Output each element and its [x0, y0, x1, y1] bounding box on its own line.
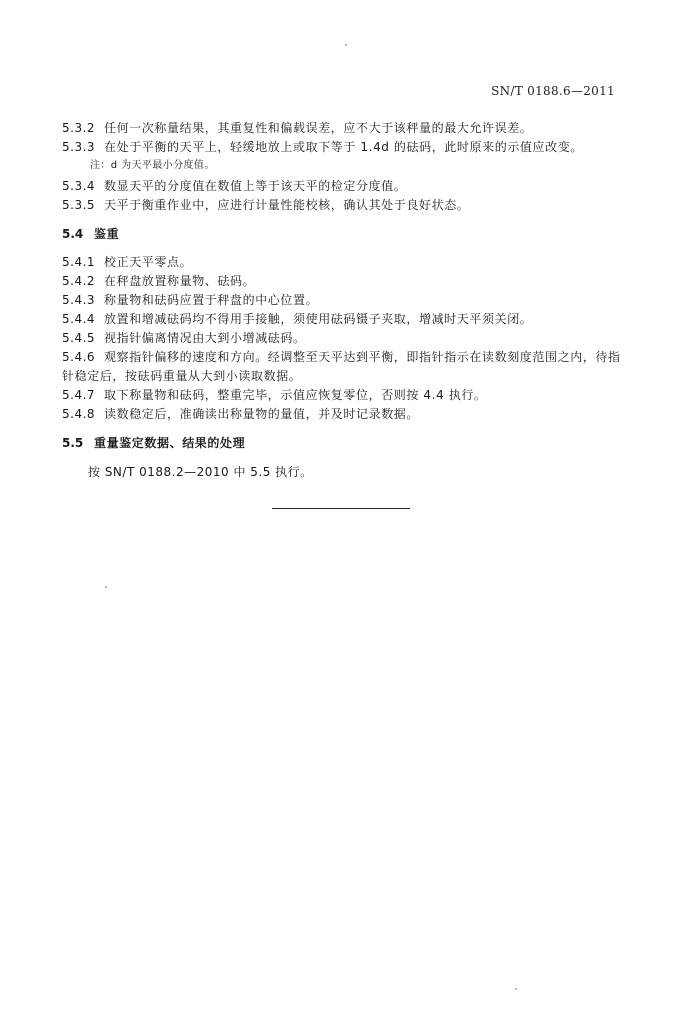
- clause-number: 5.3.2: [62, 121, 96, 135]
- section-heading-5-4: [62, 226, 119, 242]
- clause-text: 视指针偏离情况由大到小增减砝码。: [104, 331, 306, 345]
- standard-code: SN/T 0188.6—2011: [491, 84, 615, 98]
- clause-5-4-5: [62, 330, 306, 346]
- clause-5-3-4: [62, 178, 406, 194]
- section-5-5-body: 按 SN/T 0188.2—2010 中 5.5 执行。: [88, 465, 313, 479]
- clause-5-4-2: [62, 273, 255, 289]
- section-title: 鉴重: [94, 227, 120, 241]
- scan-speck: [345, 44, 347, 46]
- clause-5-4-1: [62, 254, 192, 270]
- clause-text: 称量物和砝码应置于秤盘的中心位置。: [104, 293, 319, 307]
- clause-text: 任何一次称量结果，其重复性和偏载误差，应不大于该秤量的最大允许误差。: [104, 121, 533, 135]
- clause-number: 5.4.7: [62, 388, 96, 402]
- section-number: 5.5: [62, 436, 84, 450]
- clause-number: 5.3.5: [62, 198, 96, 212]
- scan-speck: [515, 988, 517, 990]
- clause-text: 取下称量物和砝码，整重完毕，示值应恢复零位，否则按 4.4 执行。: [104, 388, 487, 402]
- end-rule: [272, 508, 410, 509]
- clause-5-4-7: [62, 387, 487, 403]
- clause-5-4-6-continuation: 针稳定后，按砝码重量从大到小读取数据。: [62, 369, 302, 383]
- clause-number: 5.3.4: [62, 179, 96, 193]
- section-heading-5-5: [62, 435, 245, 451]
- clause-5-4-3: [62, 292, 318, 308]
- clause-text: 在处于平衡的天平上，轻缓地放上或取下等于 1.4d 的砝码，此时原来的示值应改变。: [104, 140, 583, 154]
- clause-number: 5.3.3: [62, 140, 96, 154]
- clause-text: 观察指针偏移的速度和方向。经调整至天平达到平衡，即指针指示在读数刻度范围之内，待指: [104, 350, 621, 364]
- clause-text: 放置和增减砝码均不得用手接触，须使用砝码镊子夹取，增减时天平须关闭。: [104, 312, 533, 326]
- clause-text: 天平于衡重作业中，应进行计量性能校核，确认其处于良好状态。: [104, 198, 470, 212]
- scan-speck: [105, 586, 107, 588]
- clause-5-4-4: [62, 311, 532, 327]
- clause-text: 读数稳定后，准确读出称量物的量值，并及时记录数据。: [104, 407, 420, 421]
- clause-text: 校正天平零点。: [104, 255, 193, 269]
- clause-number: 5.4.5: [62, 331, 96, 345]
- clause-number: 5.4.4: [62, 312, 96, 326]
- clause-5-3-5: [62, 197, 469, 213]
- clause-5-4-8: [62, 406, 419, 422]
- clause-text: 数显天平的分度值在数值上等于该天平的检定分度值。: [104, 179, 407, 193]
- clause-number: 5.4.2: [62, 274, 96, 288]
- clause-5-4-6: [62, 349, 621, 365]
- note: 注：d 为天平最小分度值。: [90, 160, 215, 171]
- clause-5-3-2: [62, 120, 532, 136]
- clause-number: 5.4.1: [62, 255, 96, 269]
- clause-number: 5.4.6: [62, 350, 96, 364]
- section-number: 5.4: [62, 227, 84, 241]
- clause-number: 5.4.3: [62, 293, 96, 307]
- clause-text: 在秤盘放置称量物、砝码。: [104, 274, 256, 288]
- section-title: 重量鉴定数据、结果的处理: [94, 436, 246, 450]
- clause-5-3-3: [62, 139, 583, 155]
- clause-number: 5.4.8: [62, 407, 96, 421]
